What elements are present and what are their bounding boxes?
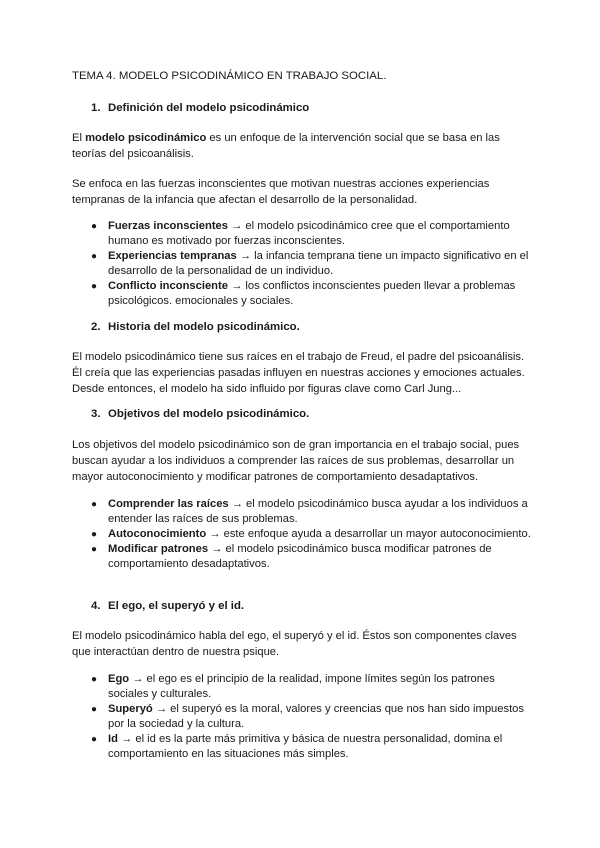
list-item: ● Id → el id es la parte más primitiva y básica de nuestra personalidad, domina el comportamiento en las situaciones más simples. (91, 733, 503, 760)
section-3-bullet-list (91, 497, 531, 572)
section-title: El ego, el superyó y el id. (108, 600, 245, 612)
bullet-icon: ● (91, 281, 98, 292)
bullet-icon: ● (91, 544, 98, 555)
section-number: 1. (91, 102, 101, 114)
section-2-heading (91, 321, 300, 333)
section-1-paragraph-2: Se enfoca en las fuerzas inconscientes que motivan nuestras acciones experiencias tempranas de la infancia que afectan el desarrollo de la personalidad. (72, 178, 490, 206)
section-3-paragraph: Los objetivos del modelo psicodinámico son de gran importancia en el trabajo social, pues buscan ayudar a los individuos a comprender las raíces de sus problemas, desarrollar un mayor autoconocimiento y modificar patrones de comportamiento desadaptativos. (72, 439, 520, 483)
list-item: ● Experiencias tempranas → la infancia temprana tiene un impacto significativo en el desarrollo de la personalidad de un individuo. (91, 250, 529, 277)
section-4-heading (91, 600, 244, 612)
bullet-icon: ● (91, 221, 98, 232)
bullet-icon: ● (91, 734, 98, 745)
list-item: ● Comprender las raíces → el modelo psicodinámico busca ayudar a los individuos a entender las raíces de sus problemas. (91, 498, 528, 525)
bullet-icon: ● (91, 251, 98, 262)
list-item: ● Conflicto inconsciente → los conflictos inconscientes pueden llevar a problemas psicológicos. emocionales y sociales. (91, 280, 516, 307)
section-1-bullet-list (91, 219, 531, 309)
list-item: ● Ego → el ego es el principio de la realidad, impone límites según los patrones sociales y culturales. (91, 673, 495, 700)
document-title: TEMA 4. MODELO PSICODINÁMICO EN TRABAJO SOCIAL. (72, 70, 387, 82)
section-1-heading (91, 102, 309, 114)
section-number: 2. (91, 321, 101, 333)
bullet-icon: ● (91, 704, 98, 715)
section-title: Definición del modelo psicodinámico (108, 102, 310, 114)
section-number: 4. (91, 600, 101, 612)
section-1-paragraph-1: El modelo psicodinámico es un enfoque de la intervención social que se basa en las teorías del psicoanálisis. (72, 132, 500, 160)
section-3-heading (91, 408, 309, 420)
section-4-bullet-list (91, 672, 531, 762)
section-number: 3. (91, 408, 101, 420)
section-title: Objetivos del modelo psicodinámico. (108, 408, 310, 420)
section-title: Historia del modelo psicodinámico. (108, 321, 300, 333)
list-item: ● Fuerzas inconscientes → el modelo psicodinámico cree que el comportamiento humano es motivado por fuerzas inconscientes. (91, 220, 510, 247)
list-item: ● Autoconocimiento → este enfoque ayuda a desarrollar un mayor autoconocimiento. (91, 528, 531, 540)
list-item: ● Superyó → el superyó es la moral, valores y creencias que nos han sido impuestos por la sociedad y la cultura. (91, 703, 525, 730)
section-4-paragraph: El modelo psicodinámico habla del ego, el superyó y el id. Éstos son componentes claves que interactúan dentro de nuestra psique. (72, 630, 517, 658)
list-item: ● Modificar patrones → el modelo psicodinámico busca modificar patrones de comportamiento desadaptativos. (91, 543, 492, 570)
bold-term: modelo psicodinámico (85, 132, 207, 144)
bullet-icon: ● (91, 499, 98, 510)
bullet-icon: ● (91, 674, 98, 685)
bullet-icon: ● (91, 529, 98, 540)
section-2-paragraph: El modelo psicodinámico tiene sus raíces en el trabajo de Freud, el padre del psicoanálisis. Él creía que las experiencias pasadas influyen en nuestras acciones y emociones actuales. Desde entonces, el modelo ha sido influido por figuras clave como Carl Jung... (72, 351, 525, 395)
